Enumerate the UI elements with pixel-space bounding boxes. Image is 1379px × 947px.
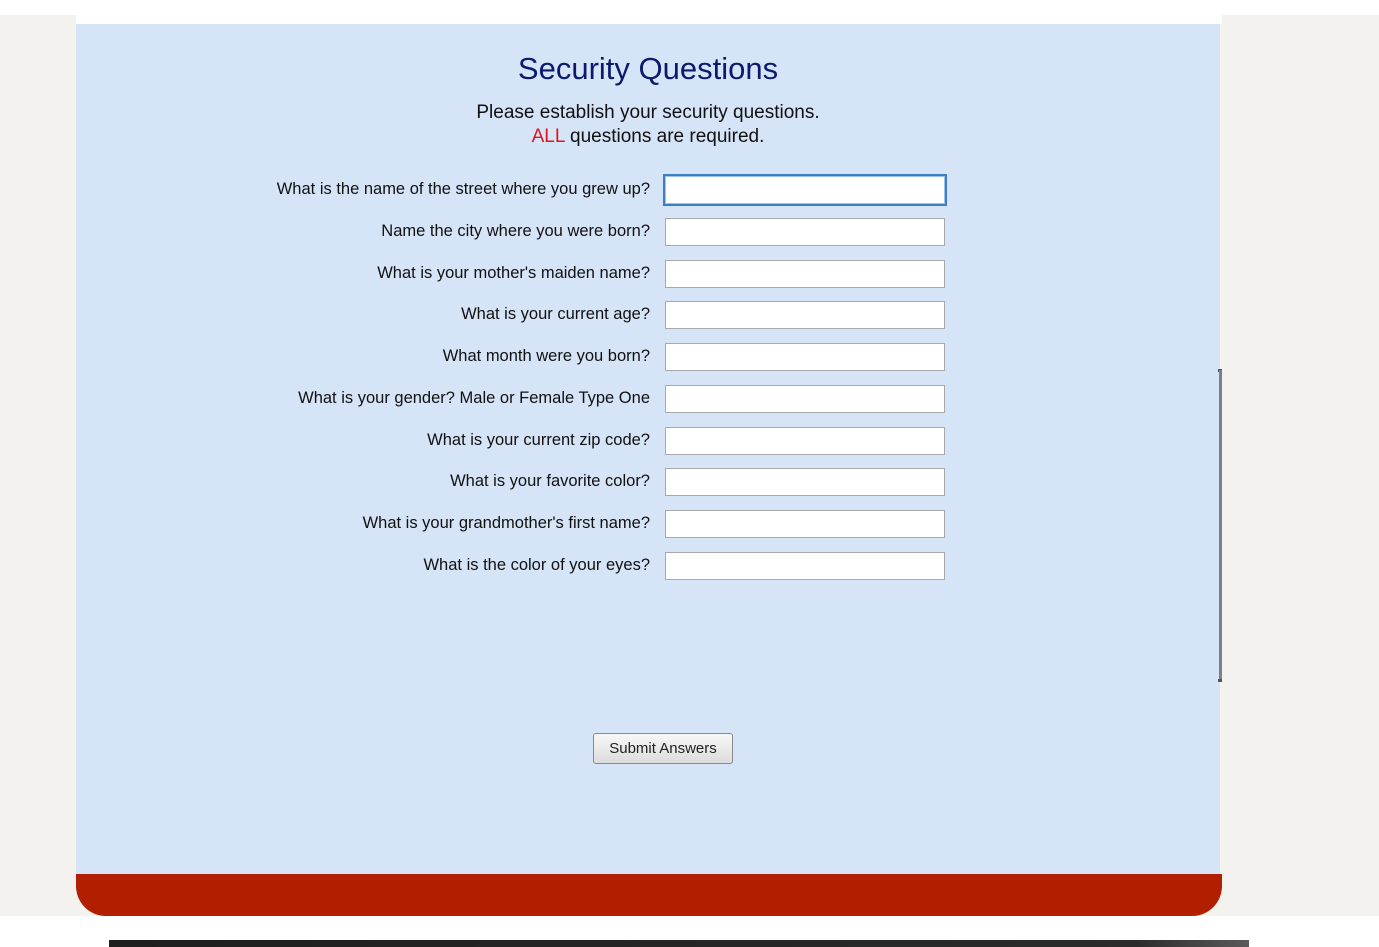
question-label-gender: What is your gender? Male or Female Type One (298, 389, 650, 407)
question-row-mother-maiden (76, 260, 1220, 290)
question-label-birth-month: What month were you born? (442, 347, 650, 365)
question-label-favorite-color: What is your favorite color? (450, 472, 650, 490)
question-row-birth-month (76, 343, 1220, 373)
scrollbar-track[interactable] (1219, 370, 1222, 682)
scrollbar-cap-bottom (1218, 679, 1222, 682)
question-row-birth-city (76, 218, 1220, 248)
taskbar-edge (109, 940, 1249, 947)
required-word: ALL (531, 126, 565, 147)
answer-input-street[interactable] (663, 174, 947, 206)
footer-bar (76, 874, 1222, 916)
submit-answers-button[interactable]: Submit Answers (593, 733, 733, 764)
intro-line-2-rest: questions are required. (564, 126, 765, 147)
answer-input-birth-month[interactable] (665, 343, 945, 371)
question-label-grandmother: What is your grandmother's first name? (362, 514, 650, 532)
answer-input-grandmother[interactable] (665, 510, 945, 538)
intro-text (76, 101, 1220, 149)
intro-line-2 (76, 125, 1220, 149)
question-label-mother-maiden: What is your mother's maiden name? (377, 264, 650, 282)
question-label-zip: What is your current zip code? (427, 431, 650, 449)
question-label-eye-color: What is the color of your eyes? (423, 556, 650, 574)
question-row-favorite-color (76, 468, 1220, 498)
page-title: Security Questions (517, 51, 779, 86)
answer-input-birth-city[interactable] (665, 218, 945, 246)
answer-input-favorite-color[interactable] (665, 468, 945, 496)
answer-input-eye-color[interactable] (665, 552, 945, 580)
top-strip (76, 0, 1222, 24)
question-row-age (76, 301, 1220, 331)
question-label-age: What is your current age? (461, 305, 650, 323)
question-row-street (76, 176, 1220, 206)
question-row-grandmother (76, 510, 1220, 540)
question-label-street: What is the name of the street where you grew up? (276, 180, 650, 198)
answer-input-age[interactable] (665, 301, 945, 329)
answer-input-mother-maiden[interactable] (665, 260, 945, 288)
answer-input-zip[interactable] (665, 427, 945, 455)
question-row-zip (76, 427, 1220, 457)
intro-line-1: Please establish your security questions. (476, 102, 820, 123)
question-label-birth-city: Name the city where you were born? (381, 222, 650, 240)
security-questions-panel (76, 24, 1220, 876)
question-row-eye-color (76, 552, 1220, 582)
question-row-gender (76, 385, 1220, 415)
answer-input-gender[interactable] (665, 385, 945, 413)
